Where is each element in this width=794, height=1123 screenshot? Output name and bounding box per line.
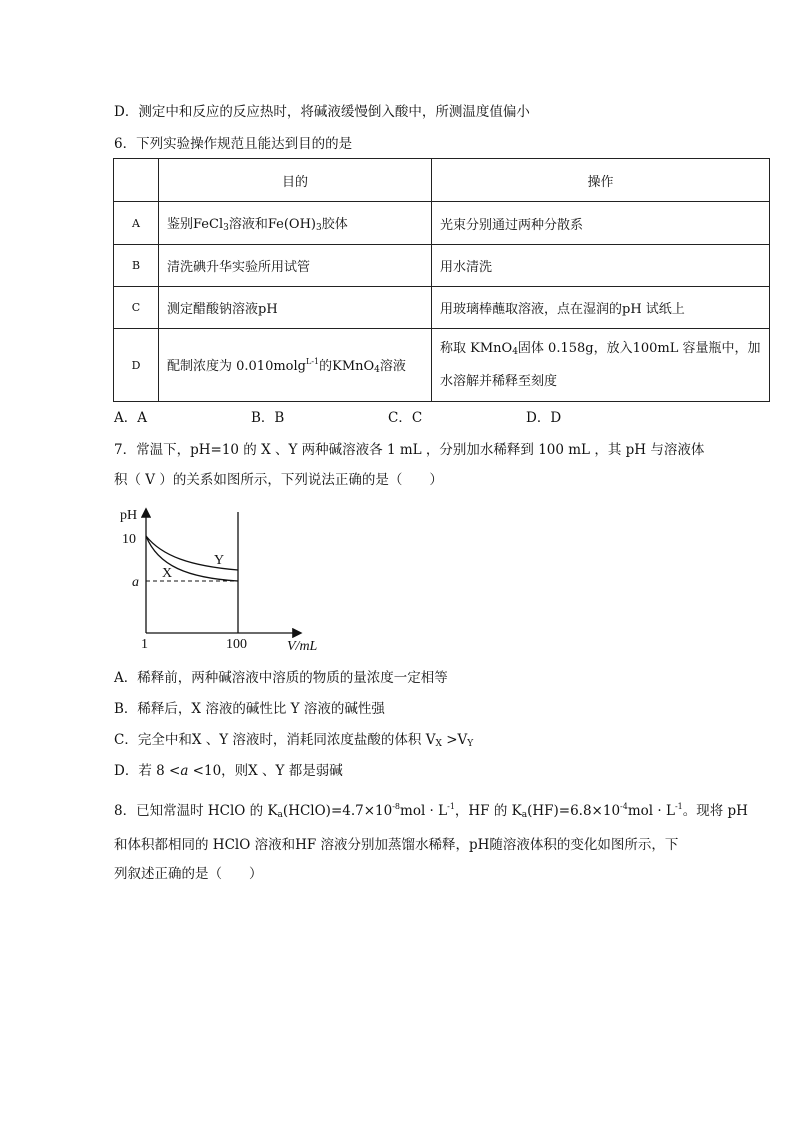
q7-option-a: A．稀释前，两种碱溶液中溶质的物质的量浓度一定相等: [114, 670, 448, 686]
y-tick-10: 10: [122, 532, 136, 547]
table-header-blank: [114, 159, 159, 202]
table-header-operation: 操作: [432, 159, 770, 202]
q8-stem-line1: 8．已知常温时 HClO 的 $K_a(HClO)=4.7\times 10^{-8}mol \cdot L^{-1}$，HF 的 $K_a(HF)=6.8\times 10^{-4}mol \cdot L^{-1}$。现将 pH: [114, 802, 748, 820]
row-purpose: 清洗碘升华实验所用试管: [159, 245, 432, 287]
y-axis-label: pH: [120, 508, 138, 523]
table-row: [114, 202, 770, 245]
table-row: [114, 329, 770, 402]
x-tick-100: 100: [226, 637, 247, 652]
q7-option-b: B．稀释后，X 溶液的碱性比 Y 溶液的碱性强: [114, 701, 385, 717]
series-y-line: [146, 536, 238, 570]
x-axis-label: V/mL: [287, 639, 318, 654]
q8-stem-line3: 列叙述正确的是（ ）: [114, 866, 263, 882]
table-header-row: [114, 159, 770, 202]
row-label: C: [114, 287, 159, 329]
q6-option-b: B．B: [251, 410, 285, 426]
row-purpose: 测定醋酸钠溶液pH: [159, 287, 432, 329]
q6-option-c: C．C: [388, 410, 423, 426]
q5-option-d: D．测定中和反应的反应热时，将碱液缓慢倒入酸中，所测温度值偏小: [114, 104, 530, 120]
series-x-label: X: [162, 566, 173, 581]
row-operation: 用水清洗: [432, 245, 770, 287]
q7-option-d: D．若 8 <a <10，则X 、Y 都是弱碱: [114, 763, 343, 779]
q7-chart: [110, 500, 350, 655]
q7-option-c: C．完全中和X 、Y 溶液时，消耗同浓度盐酸的体积 $V_X >V_Y$: [114, 732, 474, 749]
q6-options: [114, 408, 714, 428]
row-purpose: 鉴别FeCl$_3$溶液和$Fe(OH)_3$胶体: [159, 202, 432, 245]
row-label: D: [114, 329, 159, 402]
row-label: A: [114, 202, 159, 245]
row-operation: 用玻璃棒蘸取溶液，点在湿润的pH 试纸上: [432, 287, 770, 329]
q6-option-a: A．A: [114, 410, 147, 426]
q8-stem-line2: 和体积都相同的 HClO 溶液和HF 溶液分别加蒸馏水稀释，pH随溶液体积的变化如图所示，下: [114, 837, 679, 853]
q6-table: [113, 158, 770, 402]
y-tick-a: a: [132, 575, 139, 590]
table-header-purpose: 目的: [159, 159, 432, 202]
q6-stem: 6．下列实验操作规范且能达到目的的是: [114, 136, 353, 152]
row-label: B: [114, 245, 159, 287]
x-tick-1: 1: [141, 637, 148, 652]
table-row: [114, 287, 770, 329]
q6-option-d: D．D: [526, 410, 562, 426]
series-y-label: Y: [214, 553, 225, 568]
row-operation: 光束分别通过两种分散系: [432, 202, 770, 245]
row-operation: 称取 KMnO$_4$固体 0.158g，放入100mL 容量瓶中，加 水溶解并稀释至刻度: [432, 329, 770, 402]
row-purpose: 配制浓度为 0.010molg$^{L-1}$的KMnO$_4$溶液: [159, 329, 432, 402]
series-x-line: [146, 536, 238, 581]
table-row: [114, 245, 770, 287]
q7-stem-line1: 7．常温下，pH=10 的 X 、Y 两种碱溶液各 1 mL ，分别加水稀释到 100 mL ，其 pH 与溶液体: [114, 442, 705, 458]
q7-stem-line2: 积（ V ）的关系如图所示，下列说法正确的是（ ）: [114, 472, 443, 488]
